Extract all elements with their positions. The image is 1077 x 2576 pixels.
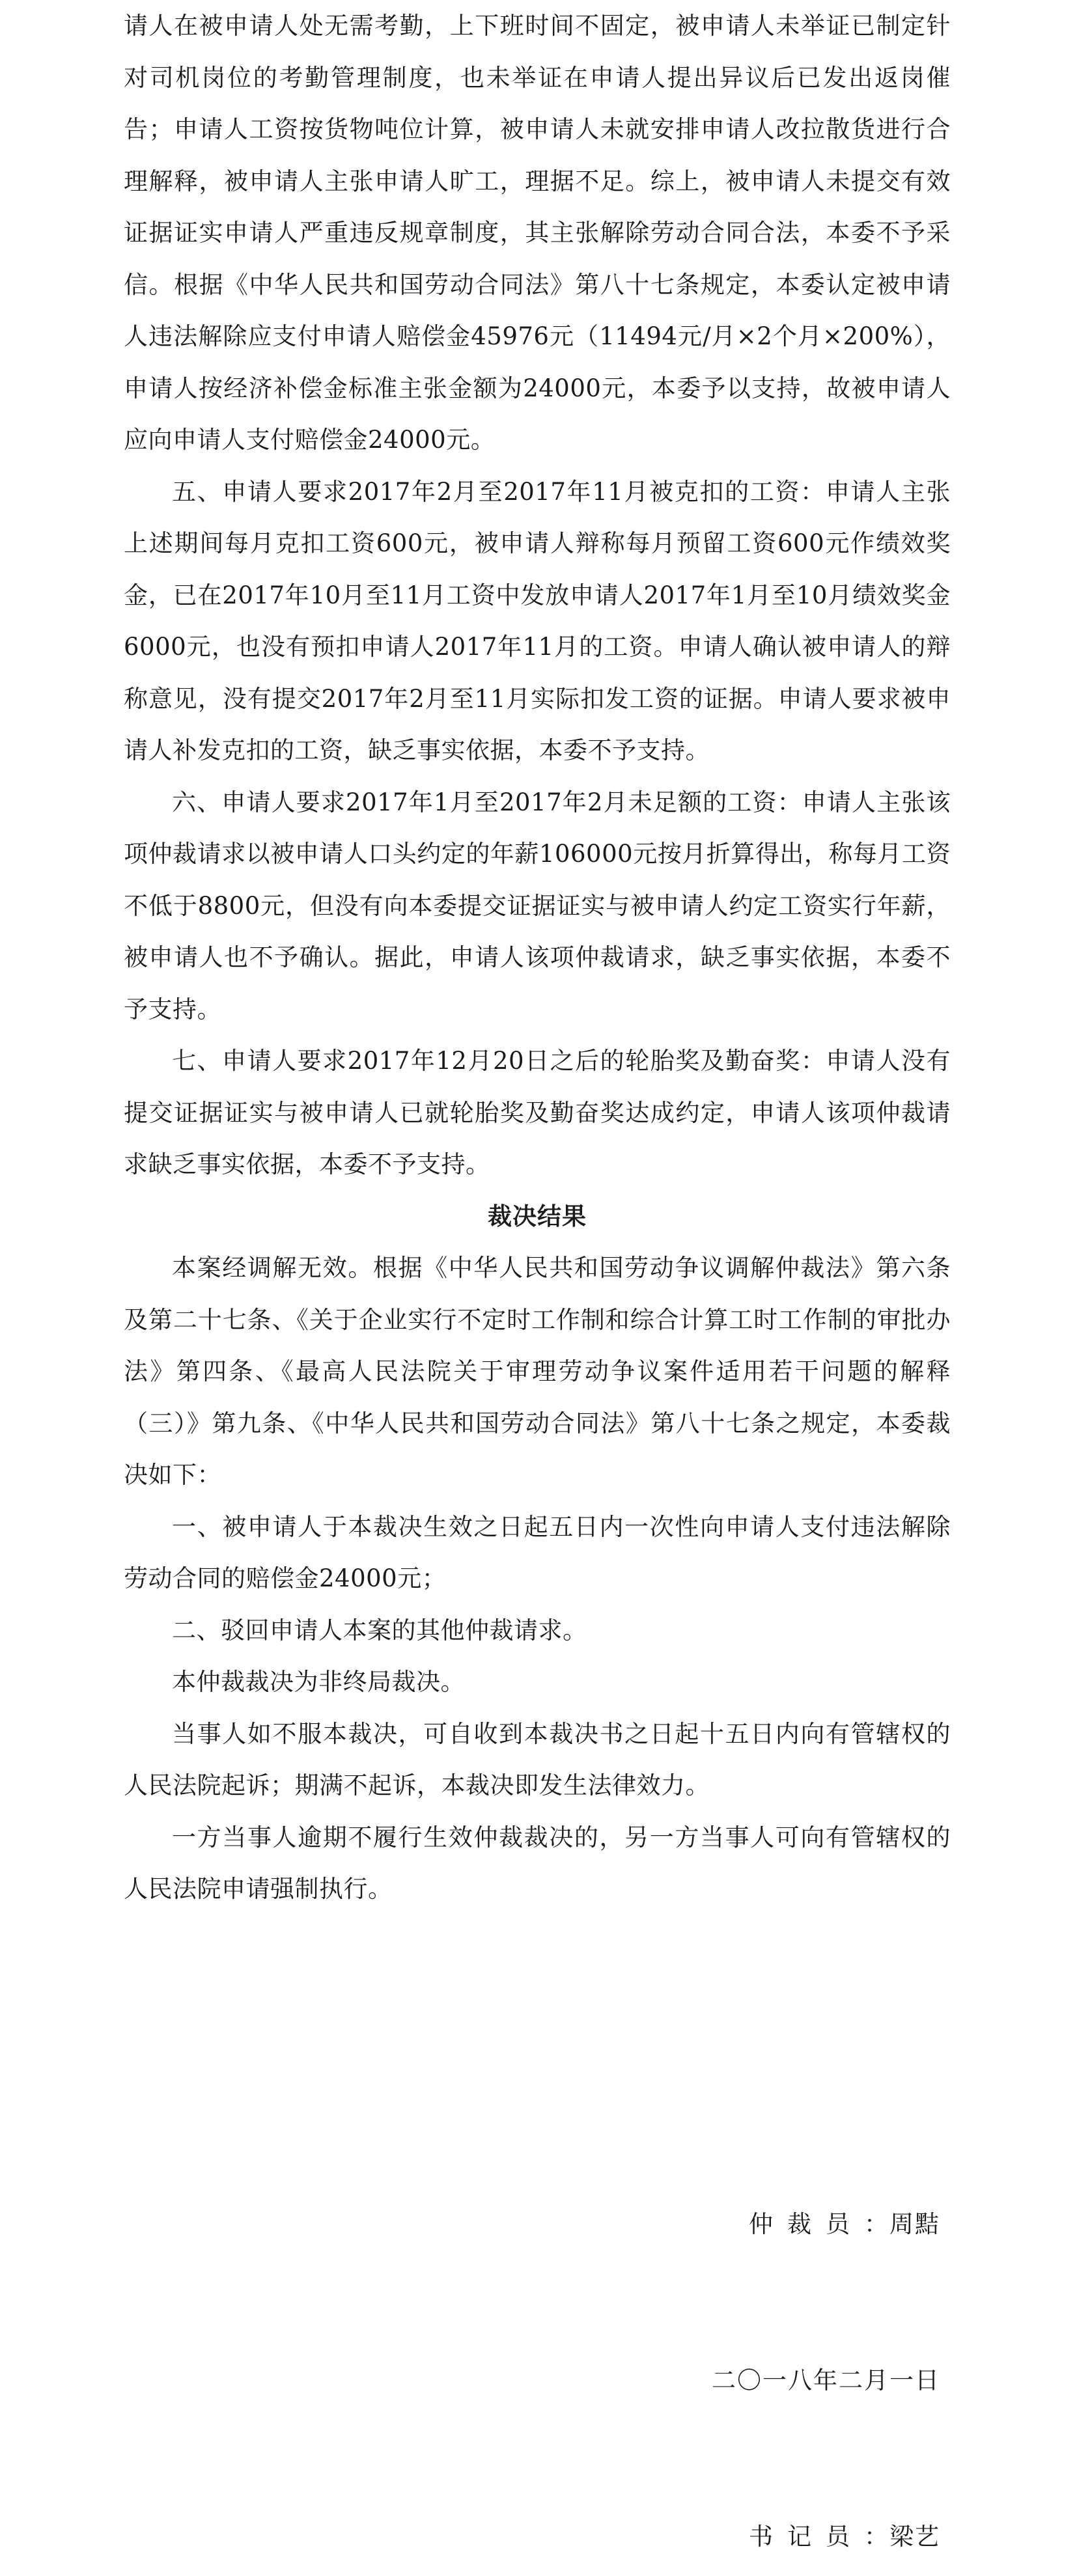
clerk-colon: ： <box>864 2523 889 2551</box>
ruling-date: 二〇一八年二月一日 <box>712 2366 940 2394</box>
ruling-paragraph-6: 一方当事人逾期不履行生效仲裁裁决的，另一方当事人可向有管辖权的人民法院申请强制执行。 <box>124 1823 951 1903</box>
arbitrator-role: 仲裁员 <box>749 2210 864 2238</box>
clerk-role: 书记员 <box>749 2523 864 2551</box>
ruling-paragraph-5: 当事人如不服本裁决，可自收到本裁决书之日起十五日内向有管辖权的人民法院起诉；期满不起诉，本裁决即发生法律效力。 <box>124 1719 951 1799</box>
section-heading-ruling: 裁决结果 <box>488 1201 587 1230</box>
body-paragraph-4: 七、申请人要求2017年12月20日之后的轮胎奖及勤奋奖：申请人没有提交证据证实与被申请人已就轮胎奖及勤奋奖达成约定，申请人该项仲裁请求缺乏事实依据，本委不予支持。 <box>124 1047 951 1178</box>
arbitrator-name: 周黠 <box>889 2210 940 2238</box>
clerk-signature <box>749 2521 940 2553</box>
body-paragraph-3: 六、申请人要求2017年1月至2017年2月未足额的工资：申请人主张该项仲裁请求以被申请人口头约定的年薪106000元按月折算得出，称每月工资不低于8800元，但没有向本委提交证据证实与被申请人约定工资实行年薪，被申请人也不予确认。据此，申请人该项仲裁请求，缺乏事实依据，本委不予支持。 <box>124 788 951 1023</box>
ruling-paragraph-1: 本案经调解无效。根据《中华人民共和国劳动争议调解仲裁法》第六条及第二十七条、《关于企业实行不定时工作制和综合计算工时工作制的审批办法》第四条、《最高人民法院关于审理劳动争议案件适用若干问题的解释（三）》第九条、《中华人民共和国劳动合同法》第八十七条之规定，本委裁决如下： <box>124 1254 951 1489</box>
clerk-name: 梁艺 <box>889 2523 940 2551</box>
arbitrator-signature <box>749 2208 940 2241</box>
document-page <box>124 0 951 1915</box>
body-paragraph-1: 请人在被申请人处无需考勤，上下班时间不固定，被申请人未举证已制定针对司机岗位的考勤管理制度，也未举证在申请人提出异议后已发出返岗催告；申请人工资按货物吨位计算，被申请人未就安排申请人改拉散货进行合理解释，被申请人主张申请人旷工，理据不足。综上，被申请人未提交有效证据证实申请人严重违反规章制度，其主张解除劳动合同合法，本委不予采信。根据《中华人民共和国劳动合同法》第八十七条规定，本委认定被申请人违法解除应支付申请人赔偿金45976元（11494元/月×2个月×200%），申请人按经济补偿金标准主张金额为24000元，本委予以支持，故被申请人应向申请人支付赔偿金24000元。 <box>124 12 951 454</box>
arbitrator-colon: ： <box>864 2210 889 2238</box>
ruling-paragraph-3: 二、驳回申请人本案的其他仲裁请求。 <box>172 1616 587 1644</box>
body-paragraph-2: 五、申请人要求2017年2月至2017年11月被克扣的工资：申请人主张上述期间每月克扣工资600元，被申请人辩称每月预留工资600元作绩效奖金，已在2017年10月至11月工资中发放申请人2017年1月至10月绩效奖金6000元，也没有预扣申请人2017年11月的工资。申请人确认被申请人的辩称意见，没有提交2017年2月至11月实际扣发工资的证据。申请人要求被申请人补发克扣的工资，缺乏事实依据，本委不予支持。 <box>124 477 951 764</box>
ruling-paragraph-2: 一、被申请人于本裁决生效之日起五日内一次性向申请人支付违法解除劳动合同的赔偿金24000元； <box>124 1512 951 1592</box>
ruling-paragraph-4: 本仲裁裁决为非终局裁决。 <box>172 1668 465 1696</box>
